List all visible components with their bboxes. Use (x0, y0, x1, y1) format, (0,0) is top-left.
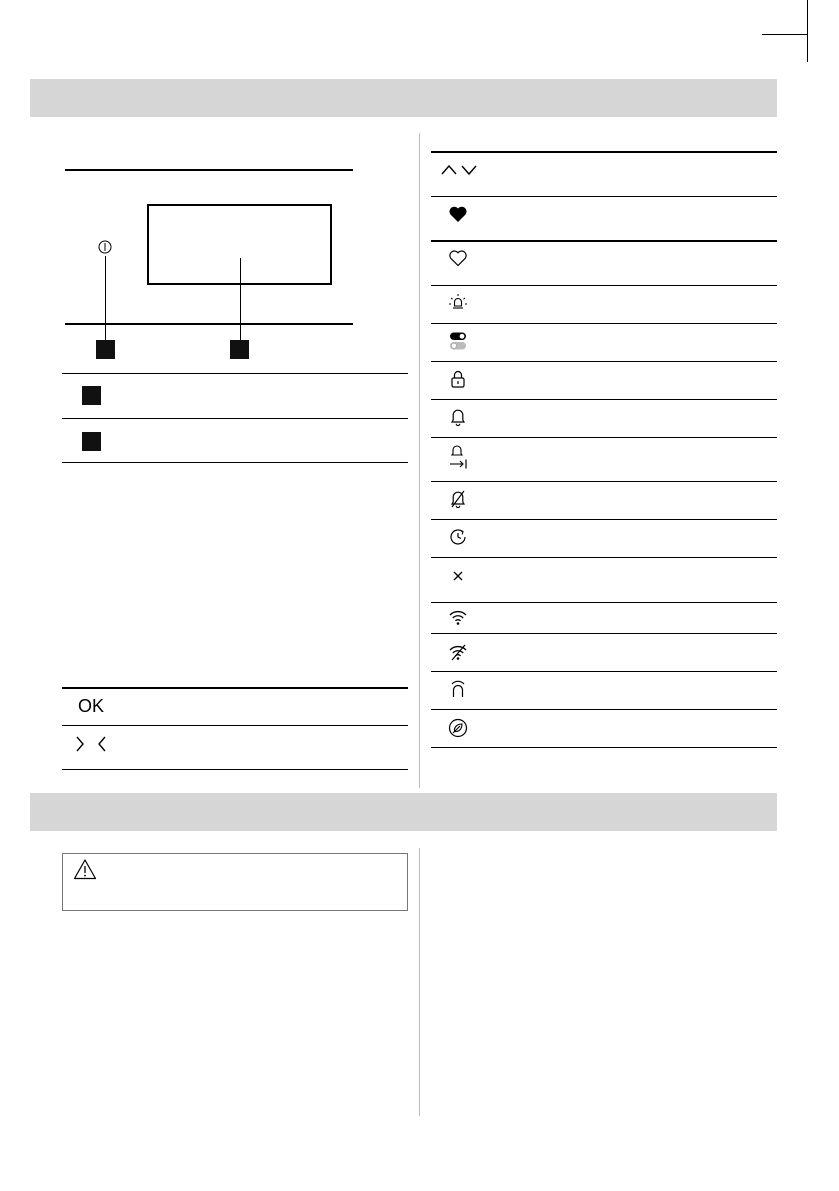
leader-line-power (105, 256, 106, 340)
close-icon (448, 566, 468, 586)
panel-top-edge (65, 169, 353, 171)
wifi-off-icon (448, 642, 468, 662)
table-rule (431, 196, 777, 197)
section-banner-top (30, 79, 777, 117)
table-rule (431, 557, 777, 558)
crop-mark-vertical (807, 0, 808, 62)
table-rule (62, 418, 408, 419)
table-rule (62, 725, 408, 726)
column-divider-bottom (419, 848, 420, 1116)
ok-button-label: OK (78, 696, 105, 716)
bell-forward-icon (448, 445, 468, 471)
table-rule (431, 481, 777, 482)
toggle-switch-icon (448, 331, 468, 351)
legend-marker-1 (82, 386, 101, 405)
clock-refresh-icon (448, 527, 468, 547)
chevron-up-down-icon (440, 160, 478, 180)
heart-filled-icon (448, 204, 468, 224)
table-rule (431, 437, 777, 438)
table-rule (431, 151, 777, 153)
table-rule (431, 399, 777, 400)
remote-signal-icon (448, 678, 468, 698)
callout-marker-display (230, 340, 249, 359)
bell-icon (448, 407, 468, 427)
leader-line-display (240, 258, 241, 340)
table-rule (431, 633, 777, 634)
heart-outline-icon (448, 248, 468, 268)
table-rule (431, 285, 777, 286)
warning-box (62, 853, 408, 911)
table-rule (431, 240, 777, 242)
panel-bottom-edge (65, 323, 353, 325)
section-banner-bottom (30, 793, 777, 831)
table-rule (431, 709, 777, 710)
light-bulb-icon (448, 293, 468, 313)
table-rule (62, 769, 408, 770)
column-divider-top (419, 133, 420, 788)
table-rule (431, 519, 777, 520)
bell-muted-icon (448, 489, 468, 509)
power-icon (98, 240, 112, 254)
table-rule (62, 462, 408, 463)
padlock-icon (448, 369, 468, 389)
table-rule (62, 373, 408, 374)
chevron-right-left-icon (74, 734, 108, 754)
table-rule (431, 323, 777, 324)
table-rule (431, 671, 777, 672)
callout-marker-power (96, 340, 115, 359)
warning-triangle-icon (73, 858, 97, 880)
table-rule (431, 361, 777, 362)
legend-marker-2 (82, 432, 101, 451)
table-rule (62, 687, 408, 689)
table-rule (431, 602, 777, 603)
crop-mark-horizontal (762, 34, 807, 35)
table-rule (431, 747, 777, 748)
wifi-icon (448, 607, 468, 627)
leaf-eco-icon (448, 718, 468, 738)
